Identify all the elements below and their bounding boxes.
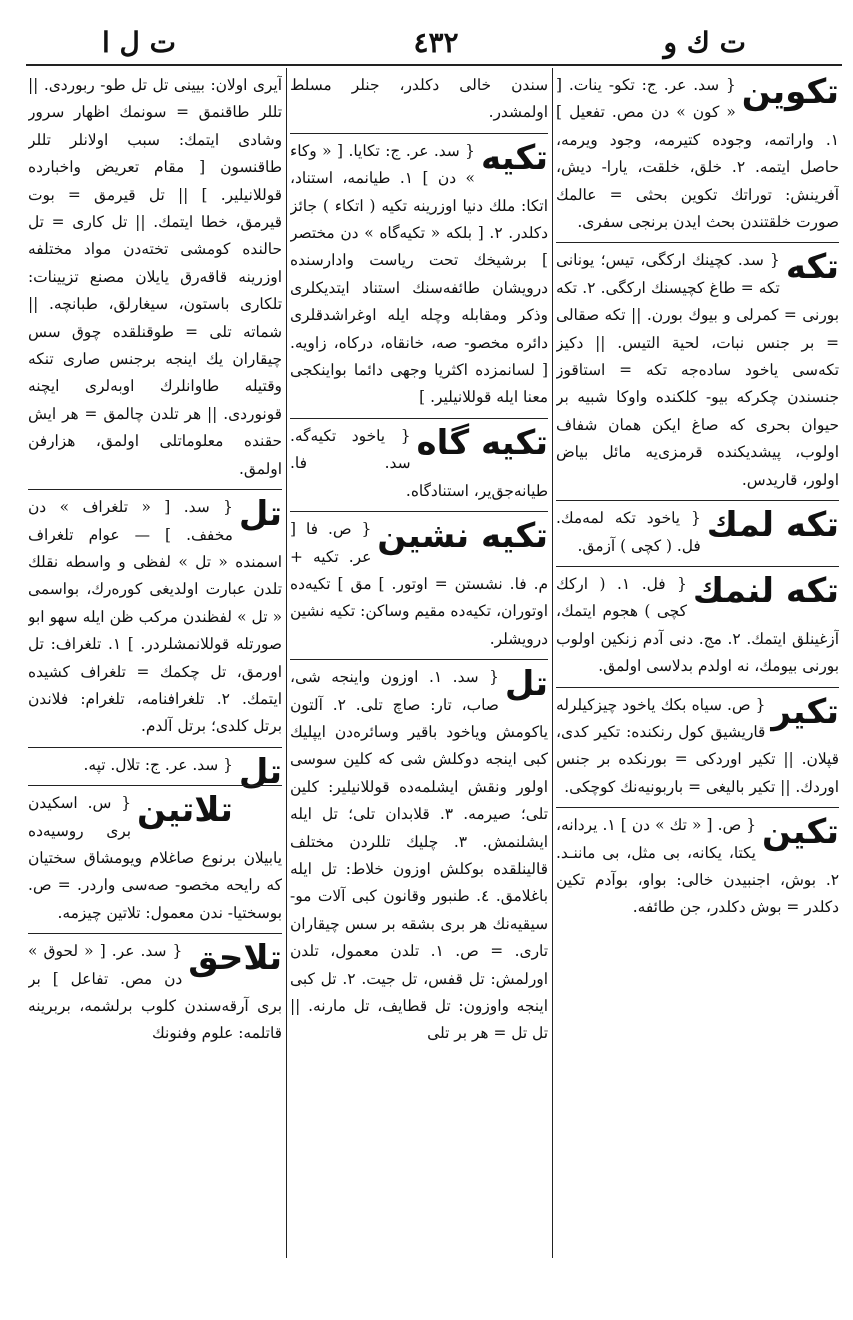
definition: { ص. [ « تك » دن ] ١. يردانه، يكتا، يكانه، بى مثل، بى ماننـد. ٢. بوش، اجنبيدن خالى: بواو، بوآدم تكين دكلدر = بوش دكلدر، جن طائفه.	[556, 816, 839, 917]
dictionary-entry-continued	[290, 72, 548, 127]
definition: { سد. عر. [ « لحوق » دن مص. تفاعل ] بر برى آرقه‌سندن كلوب برلشمه، بربرينه قاتلمه: علوم وفنونك	[28, 942, 282, 1043]
header-rule	[26, 64, 842, 66]
dictionary-entry	[556, 807, 839, 922]
headword: تلاتين	[137, 790, 233, 831]
column-divider	[286, 68, 287, 1258]
definition: { سد. [ « تلغراف » دن مخفف. ] — عوام تلغراف اسمنده « تل » لفظى و واسطه نقلك تلدن عبارت اولديغى كوره‌رك، بواسمى « تل » لفظندن مركب ظن ايله سهو ابو صورتله قوللانمشلردر. ] ١. تلغراف: تل اورمق، تل چكمك = تلغراف كشيده ايتمك. ٢. تلغرافنامه، تلغرام: فلاندن برتل كلدى؛ برتل آلدم.	[28, 498, 282, 736]
definition: { سد. كچينك اركگى، تيس؛ يونانى تكه = طاغ كچيسنك اركگى. ٢. تكه بورنى = كمرلى و بيوك بورن. || تكه صقالى = بر جنس نبات، لحية التيس. || دكيز تكه‌سى ياخود ساده‌جه تكه = استاقوز جنسندن چكركه بيو- كلكنده واوكا شبيه بر حيوان بحرى كه صاغ ايكن همان شفاف اولوب، پيشديكنده قرمزى‌يه مائل بياض اولور، قاريدس.	[556, 251, 839, 489]
definition: { فل. ١. ( اركك كچى ) هجوم ايتمك، آزغينلق ايتمك. ٢. مج. دنى آدم زنكين اولوب بورنى بيومك، نه اولدم بدلاسى اولمق.	[556, 574, 839, 676]
running-head-right: ت ك و	[663, 26, 746, 59]
headword: تلاحق	[188, 938, 282, 979]
dictionary-entry	[556, 72, 839, 236]
dictionary-entry	[556, 500, 839, 560]
dictionary-entry-continued	[28, 72, 282, 483]
dictionary-entry	[28, 933, 282, 1048]
definition: { سد. عر. ج: تكايا. [ « وكاء » دن ] ١. طيانمه، استناد، اتكا: ملك دنيا اوزرينه تكيه ( اتكاء ) جائز دكلدر. ٢. [ بلكه « تكيه‌گاه » دن مختصر ] برشيخك تحت رياست وادارسنده درويشان طائفه‌سنك استناد ايتديكلرى وذكر ومقابله وچله ايله اوغراشدقلرى دائره مخصو- صه، خانقاه، دركاه، زاويه. [ لسانمزده اكثريا وجهى دائما بواينكجى معنا ايله قوللانيلير. ]	[290, 141, 548, 407]
headword: تكير	[771, 691, 839, 732]
definition: { سد. ١. اوزون واينجه شى، صاب، تار: صاچ تلى. ٢. آلتون ياكومش وياخود باقير وسائره‌دن ايپليك كبى اينجه دوكلش شى كه كلين سوسى اولور ونقش ايشلمه‌ده قوللانيلير: كلين تلى؛ صيرمه. ٣. قلابدان تلى؛ تل ايله ايشلنمش. ٣. چليك تللردن مختلف قالينلقده بوكلش اوزون خلاط: تل ايله باغلامق. ٤. طنبور وقانون كبى آلات مو- سيقيه‌نك هر برى بشقه بر سس چيقاران تارى. = ص. ١. تلدن معمول، تلدن اورلمش: تل قفس، تل جيت. ٢. تل كبى اينجه واوزون: تل قطايف، تل مارنه. || تل تل = هر بر تلى	[290, 668, 548, 1043]
definition: { سد. عر. ج: تكو- ينات. [ « كون » دن مص. تفعيل ] ١. واراتمه، وجوده كتيرمه، وجود ويرمه، حاصل ايتمه. ٢. خلق، خلقت، يارا- ديش، آفرينش: توراتك تكوين بحثى = عالمك صورت خلقتندن بحث ايدن برنجى سفرى.	[556, 76, 839, 232]
dictionary-entry	[290, 659, 548, 1048]
headword: تل	[504, 664, 548, 705]
column-middle	[290, 72, 548, 1252]
dictionary-entry	[28, 747, 282, 792]
headword: تل	[238, 494, 282, 535]
definition: { س. اسكيدن برى روسيه‌ده يابيلان برنوع صاغلام ويومشاق سختيان كه رايحه مخصو- صه‌سى واردر. = ص. بوسختيا- ندن معمول: تلاتين چيزمه.	[28, 794, 282, 922]
definition: { ياخود تكه لمه‌مك. فل. ( كچى ) آزمق.	[556, 509, 701, 555]
dictionary-entry	[290, 133, 548, 412]
headword: تكيه گاه	[416, 422, 548, 463]
column-left	[28, 72, 282, 1252]
headword: تل	[238, 751, 282, 792]
column-right	[556, 72, 839, 1252]
definition: سندن خالى دكلدر، جنلر مسلط اولمشدر.	[290, 76, 548, 122]
definition: { سد. عر. ج: تلال. تپه.	[83, 755, 233, 774]
headword: تكوين	[741, 72, 839, 112]
dictionary-entry	[290, 511, 548, 653]
page-number: ٤٣٢	[413, 26, 459, 59]
headword: تكه	[785, 247, 839, 288]
column-divider	[552, 68, 553, 1258]
definition: { ياخود تكيه‌گه. سد. فا. طيانه‌جق‌ير، استنادگاه.	[290, 426, 548, 500]
dictionary-entry	[556, 242, 839, 494]
dictionary-entry	[556, 687, 839, 802]
headword: تكه لمك	[706, 505, 839, 546]
page-header	[26, 20, 842, 64]
dictionary-entry	[28, 785, 282, 927]
dictionary-entry	[556, 566, 839, 681]
definition: { ص. سياه بكك ياخود چيزكيلرله قاريشيق كول رنكنده: تكير كدى، قپلان. || تكير اوردكى = بورنكده بر جنس اوردك. || تكير باليغى = باربونيه‌نك كوچكى.	[556, 695, 839, 796]
definition: { ص. فا [ عر. تكيه + م. فا. نشستن = اوتور. ] مق ] تكيه‌ده اوتوران، تكيه‌ده مقيم وساكن: تكيه نشين درويشلر.	[290, 520, 548, 648]
headword: تكيه	[480, 137, 548, 178]
running-head-left: ت ل ا	[102, 26, 176, 59]
headword: تكيه نشين	[377, 516, 548, 557]
headword: تكين	[761, 812, 839, 853]
definition: آيرى اولان: بيينى تل تل طو- ربوردى. || تللر طاقنمق = سونمك اظهار سرور وشادى ايتمك: سبب اولانلر تللر طاقنسون [ مقام تعريض واخبارده قوللانيلير. ] || تل قيرمق = بوت قيرمق، خطا ايتمك. || تل كارى = تل حالنده كومشى تخته‌دن مواد مختلفه اوزرينه قاقه‌رق يايلان مصنع تزيينات: تلكارى باستون، سيغارلق، طبانچه. || شماته تلى = طوقنلقده چوق سس چيقاران يك اينجه برجنس صارى تنكه وقتيله طاوانلرك اوبه‌لرى ايچنه قونوردى. || هر تلدن چالمق = هر ايش حقنده معلوماتلى اولمق، هزارفن اولمق.	[28, 76, 282, 478]
headword: تكه لنمك	[692, 570, 839, 611]
dictionary-entry	[28, 489, 282, 741]
dictionary-entry	[290, 418, 548, 505]
